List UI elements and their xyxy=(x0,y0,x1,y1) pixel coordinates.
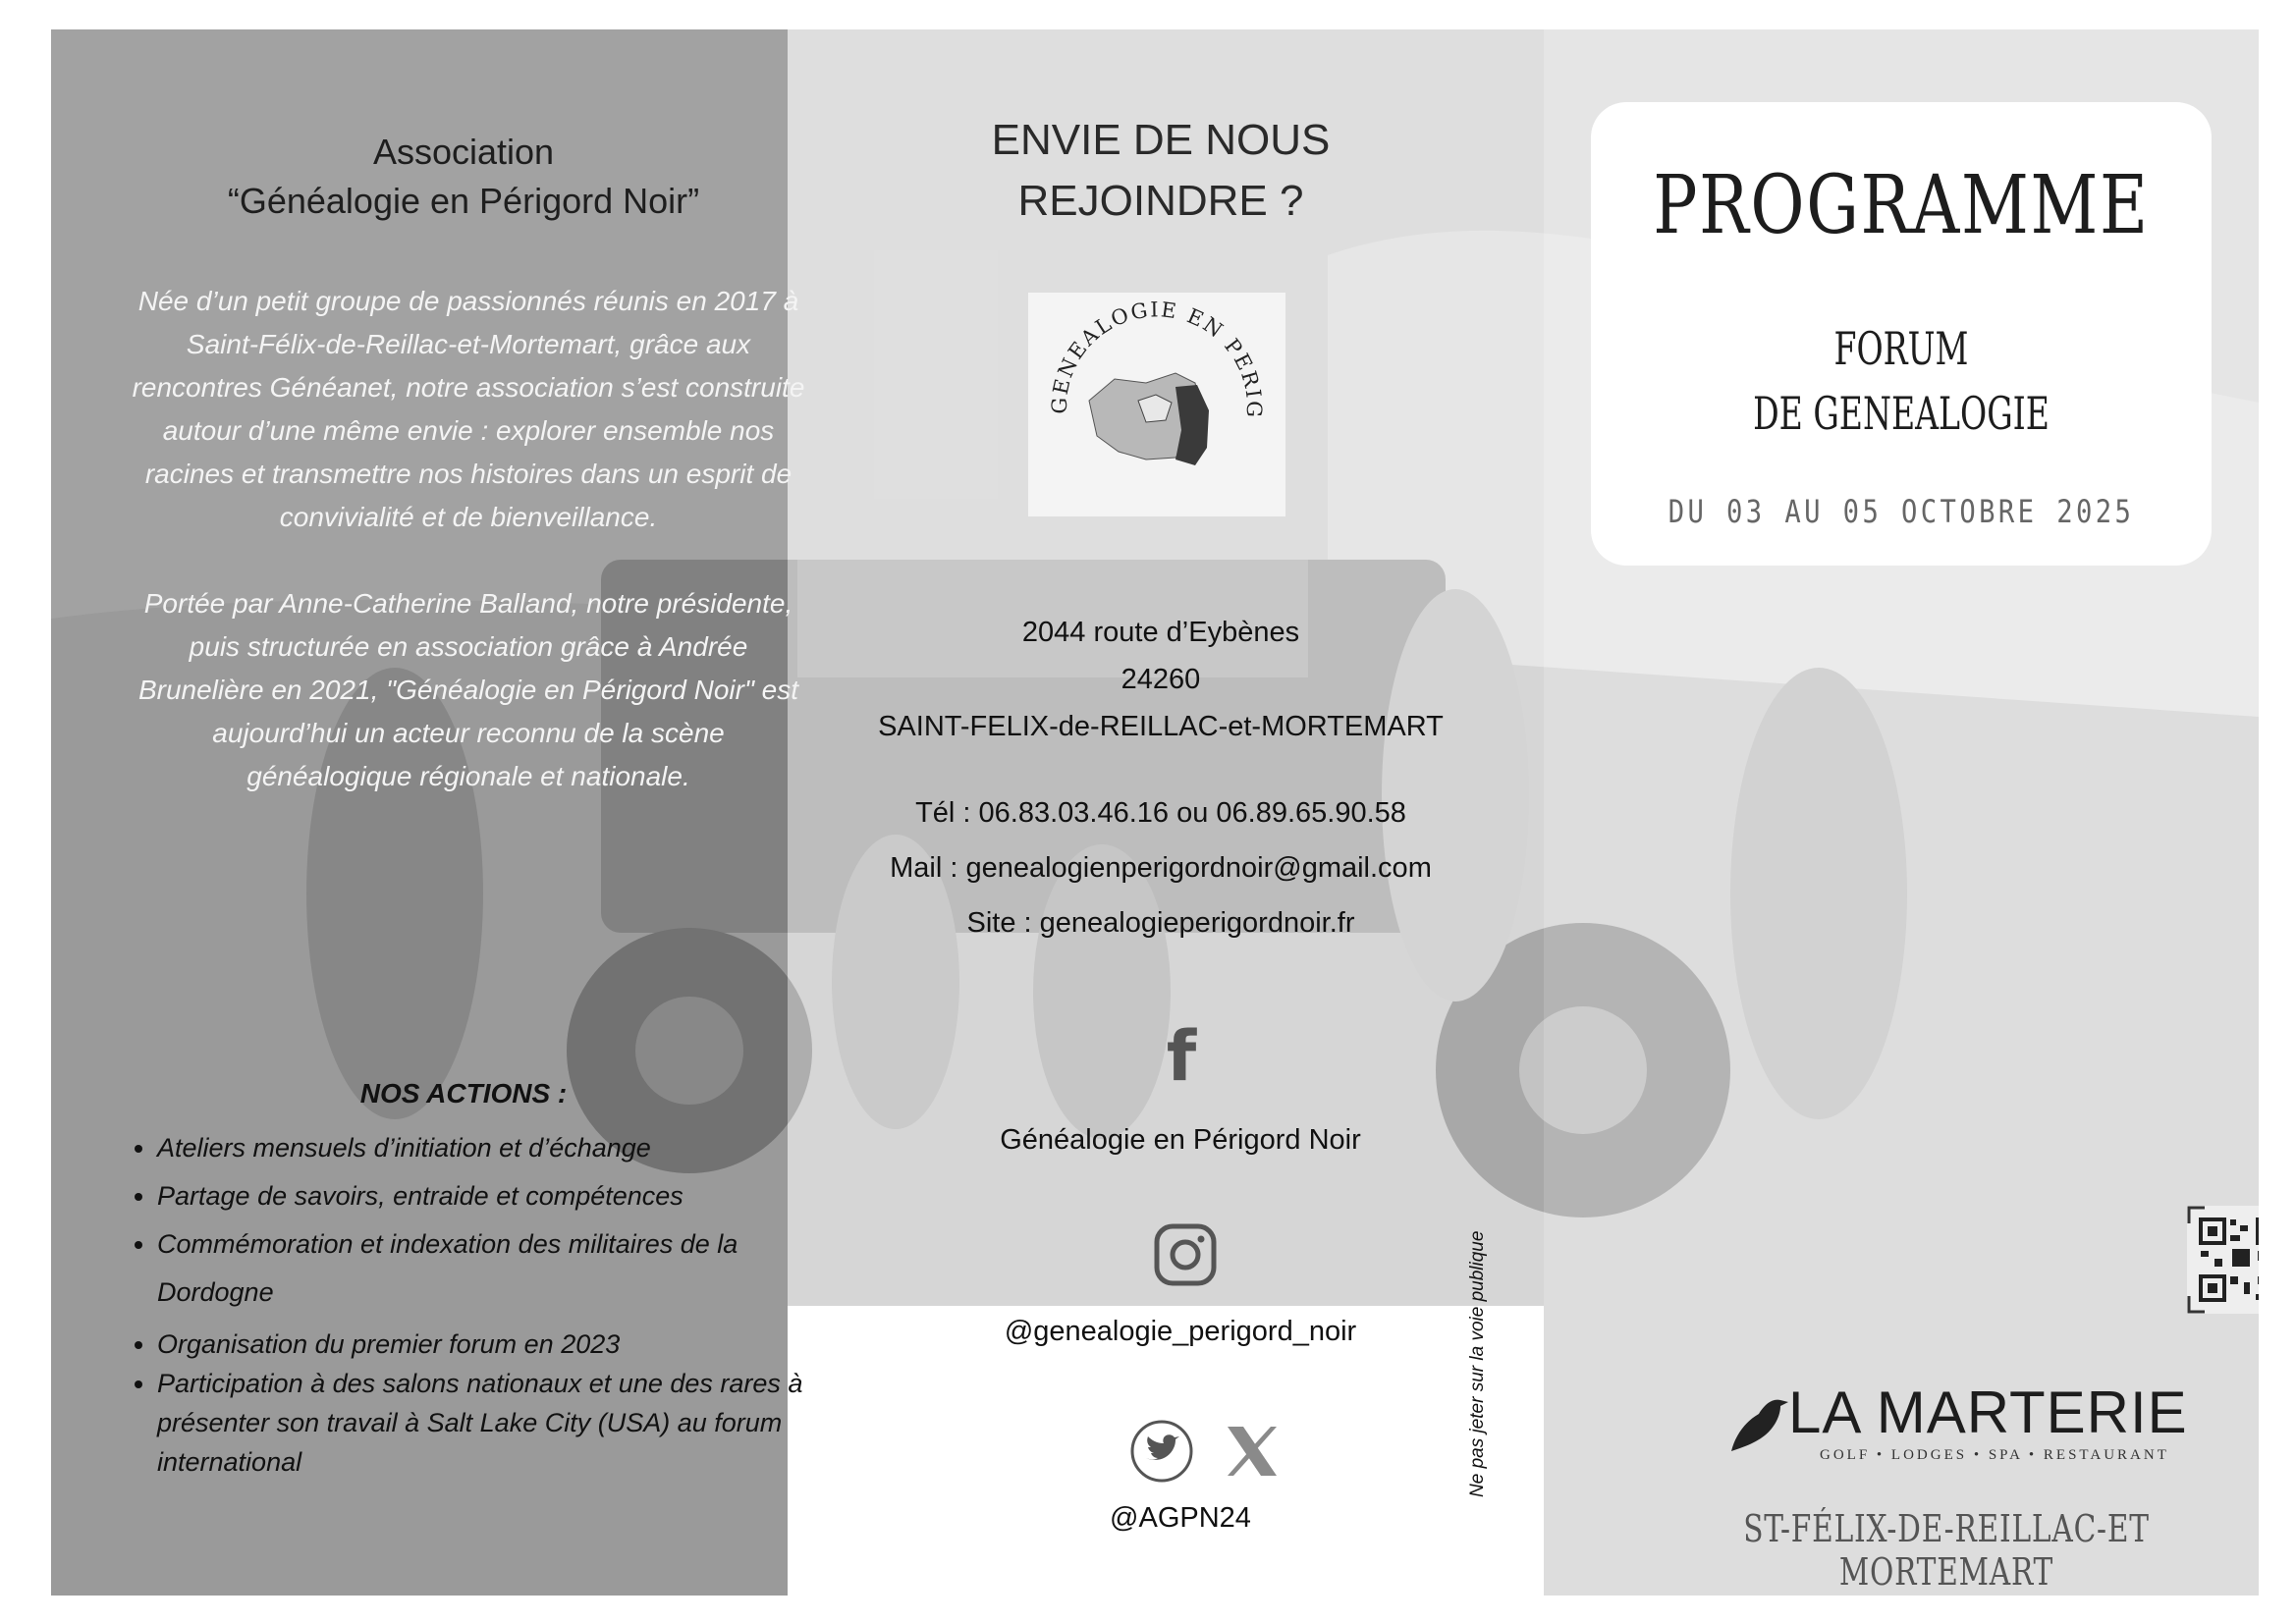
action-item: • Partage de savoirs, entraide et compétences xyxy=(157,1172,835,1220)
postal-address xyxy=(817,609,1504,750)
intro-paragraph-2: Portée par Anne-Catherine Balland, notre présidente, puis structurée en association grâce à Andrée Brunelière en 2021, "Généalogie en Périgord Noir" est aujourd’hui un acteur reconnu de la scène généalogique régionale et nationale. xyxy=(137,588,799,791)
actions-title: NOS ACTIONS : xyxy=(359,1078,568,1109)
forum-title-line-1: FORUM xyxy=(1833,322,1969,375)
phone-numbers: Tél : 06.83.03.46.16 ou 06.89.65.90.58 xyxy=(915,797,1406,829)
qr-code xyxy=(2187,1206,2259,1314)
facebook-label: Généalogie en Périgord Noir xyxy=(1000,1124,1361,1156)
intro-paragraph-1: Née d’un petit groupe de passionnés réunis en 2017 à Saint-Félix-de-Reillac-et-Mortemart, grâce aux rencontres Généanet, notre association s’est construite autour d’une même envie : explorer ensemble nos racines et transmettre nos histoires dans un esprit de convivialité et de bienveillance. xyxy=(132,286,805,532)
association-name: “Généalogie en Périgord Noir” xyxy=(227,181,700,221)
facebook-icon: f xyxy=(1166,1016,1197,1097)
email-address: Mail : genealogienperigordnoir@gmail.com xyxy=(890,852,1432,884)
event-dates: DU 03 AU 05 OCTOBRE 2025 xyxy=(1667,493,2135,530)
twitter-label: @AGPN24 xyxy=(1110,1502,1251,1534)
program-title: PROGRAMME xyxy=(1653,159,2150,252)
instagram-label: @genealogie_perigord_noir xyxy=(1004,1316,1357,1347)
program-card xyxy=(1591,102,2212,566)
join-heading-line-2: REJOINDRE ? xyxy=(1017,177,1304,225)
action-item: • Organisation du premier forum en 2023 xyxy=(157,1325,835,1364)
twitter-bird-icon xyxy=(1129,1419,1194,1484)
action-item: • Commémoration et indexation des militaires de la Dordogne xyxy=(157,1220,835,1317)
join-heading xyxy=(886,110,1436,232)
actions-list xyxy=(128,1124,835,1482)
address-town: SAINT-FELIX-de-REILLAC-et-MORTEMART xyxy=(878,711,1444,742)
brand-tagline: GOLF • LODGES • SPA • RESTAURANT xyxy=(1820,1447,2169,1463)
action-item: • Ateliers mensuels d’initiation et d’échange xyxy=(157,1124,835,1172)
brochure-sheet xyxy=(51,29,2259,1596)
forum-title-line-2: DE GENEALOGIE xyxy=(1753,387,2050,440)
instagram-icon xyxy=(1153,1222,1218,1287)
website-url: Site : genealogieperigordnoir.fr xyxy=(966,907,1355,939)
logo-map-icon xyxy=(1028,293,1285,516)
litter-notice: Ne pas jeter sur la voie publique xyxy=(1467,1230,1488,1497)
association-logo xyxy=(1028,293,1285,516)
address-postcode: 24260 xyxy=(1121,664,1201,695)
venue-town: ST-FÉLIX-DE-REILLAC-ET MORTEMART xyxy=(1743,1507,2150,1594)
la-marterie-logo xyxy=(1725,1380,2216,1475)
logo-text: GENEALOGIE EN PERIG xyxy=(1047,298,1267,420)
join-heading-line-1: ENVIE DE NOUS xyxy=(991,116,1331,164)
x-logo-icon xyxy=(1222,1421,1283,1482)
brand-name: LA MARTERIE xyxy=(1788,1380,2188,1445)
bird-icon xyxy=(1725,1386,1794,1455)
forum-title xyxy=(1677,316,2124,446)
action-item: • Participation à des salons nationaux et une des rares à présenter son travail à Salt Lake City (USA) au forum international xyxy=(157,1364,835,1482)
association-intro xyxy=(130,280,807,841)
association-title xyxy=(110,128,817,226)
contact-info xyxy=(817,785,1504,950)
address-street: 2044 route d’Eybènes xyxy=(1021,617,1300,648)
association-label: Association xyxy=(372,132,555,172)
